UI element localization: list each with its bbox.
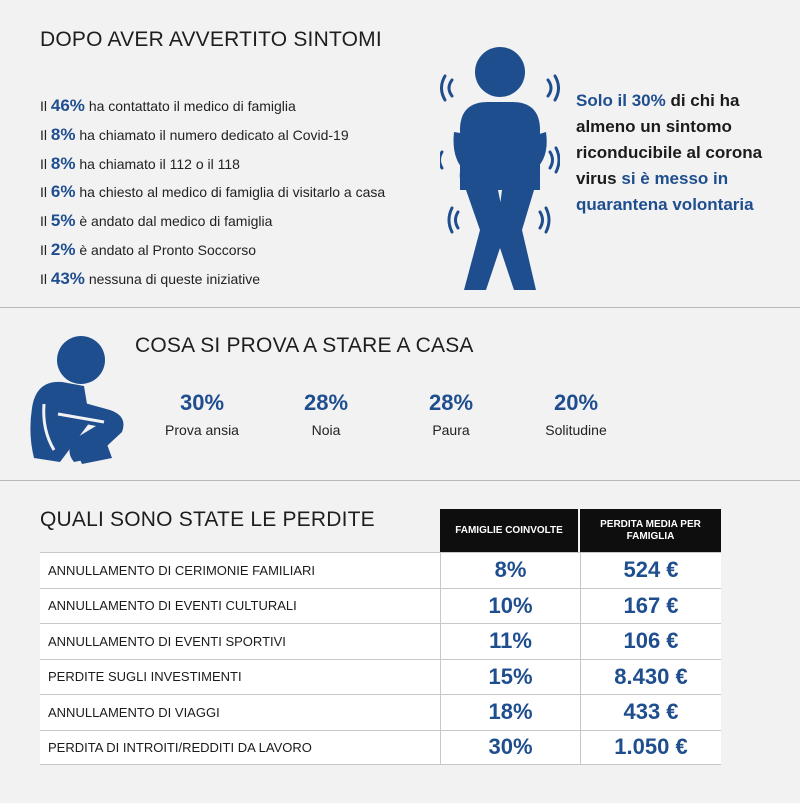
divider	[0, 480, 800, 481]
losses-table	[40, 552, 721, 765]
families-value: 30%	[440, 731, 580, 765]
list-item: Il 2% è andato al Pronto Soccorso	[40, 239, 257, 259]
feeling-value: 28%	[303, 390, 349, 415]
table-row	[40, 730, 721, 766]
feeling-label: Solitudine	[545, 422, 607, 438]
list-item: Il 43% nessuna di queste iniziative	[40, 268, 261, 288]
feeling-value: 28%	[428, 390, 474, 415]
pct-value: 6%	[50, 182, 76, 202]
loss-value: 106 €	[580, 624, 721, 659]
table-row	[40, 659, 721, 695]
feeling-item	[266, 388, 386, 438]
feeling-label: Prova ansia	[165, 422, 239, 438]
symptoms-title: DOPO AVER AVVERTITO SINTOMI	[40, 28, 382, 51]
row-label: ANNULLAMENTO DI EVENTI SPORTIVI	[40, 624, 440, 659]
list-item: Il 8% ha chiamato il numero dedicato al Covid-19	[40, 124, 349, 144]
shivering-person-icon	[440, 40, 560, 295]
loss-value: 1.050 €	[580, 731, 721, 765]
feeling-value: 20%	[553, 390, 599, 415]
families-value: 10%	[440, 589, 580, 624]
families-value: 18%	[440, 695, 580, 730]
pct-value: 5%	[50, 211, 76, 231]
list-item: Il 46% ha contattato il medico di famiglia	[40, 96, 296, 115]
pct-value: 8%	[50, 153, 76, 173]
header-families: FAMIGLIE COINVOLTE	[440, 509, 578, 552]
row-label: PERDITA DI INTROITI/REDDITI DA LAVORO	[40, 731, 440, 765]
feeling-item	[391, 388, 511, 438]
pct-value: 43%	[50, 268, 85, 288]
row-label: PERDITE SUGLI INVESTIMENTI	[40, 660, 440, 695]
feeling-label: Noia	[311, 422, 341, 438]
feeling-item	[516, 388, 636, 438]
loss-value: 167 €	[580, 589, 721, 624]
symptoms-list	[40, 92, 385, 294]
home-title: COSA SI PROVA A STARE A CASA	[135, 334, 474, 357]
quarantine-callout: Solo il 30% di chi ha almeno un sintomo riconducibile al corona virus si è messo in quarantena volontaria	[576, 91, 763, 214]
table-row	[40, 552, 721, 588]
table-row	[40, 623, 721, 659]
row-label: ANNULLAMENTO DI EVENTI CULTURALI	[40, 589, 440, 624]
feeling-label: Paura	[432, 422, 470, 438]
families-value: 11%	[440, 624, 580, 659]
row-label: ANNULLAMENTO DI CERIMONIE FAMILIARI	[40, 553, 440, 588]
loss-value: 524 €	[580, 553, 721, 588]
list-item: Il 6% ha chiesto al medico di famiglia di visitarlo a casa	[40, 182, 386, 202]
sitting-person-icon	[24, 330, 139, 465]
header-avg-loss: PERDITA MEDIA PER FAMIGLIA	[580, 509, 721, 552]
pct-value: 46%	[50, 96, 85, 115]
pct-value: 2%	[50, 239, 76, 259]
loss-value: 8.430 €	[580, 660, 721, 695]
loss-value: 433 €	[580, 695, 721, 730]
table-row	[40, 588, 721, 624]
families-value: 15%	[440, 660, 580, 695]
divider	[0, 307, 800, 308]
feeling-item	[142, 388, 262, 438]
losses-title: QUALI SONO STATE LE PERDITE	[40, 508, 375, 531]
pct-value: 8%	[50, 124, 76, 144]
row-label: ANNULLAMENTO DI VIAGGI	[40, 695, 440, 730]
feeling-value: 30%	[179, 390, 225, 415]
table-row	[40, 694, 721, 730]
families-value: 8%	[440, 553, 580, 588]
list-item: Il 5% è andato dal medico di famiglia	[40, 211, 273, 231]
list-item: Il 8% ha chiamato il 112 o il 118	[40, 153, 240, 173]
